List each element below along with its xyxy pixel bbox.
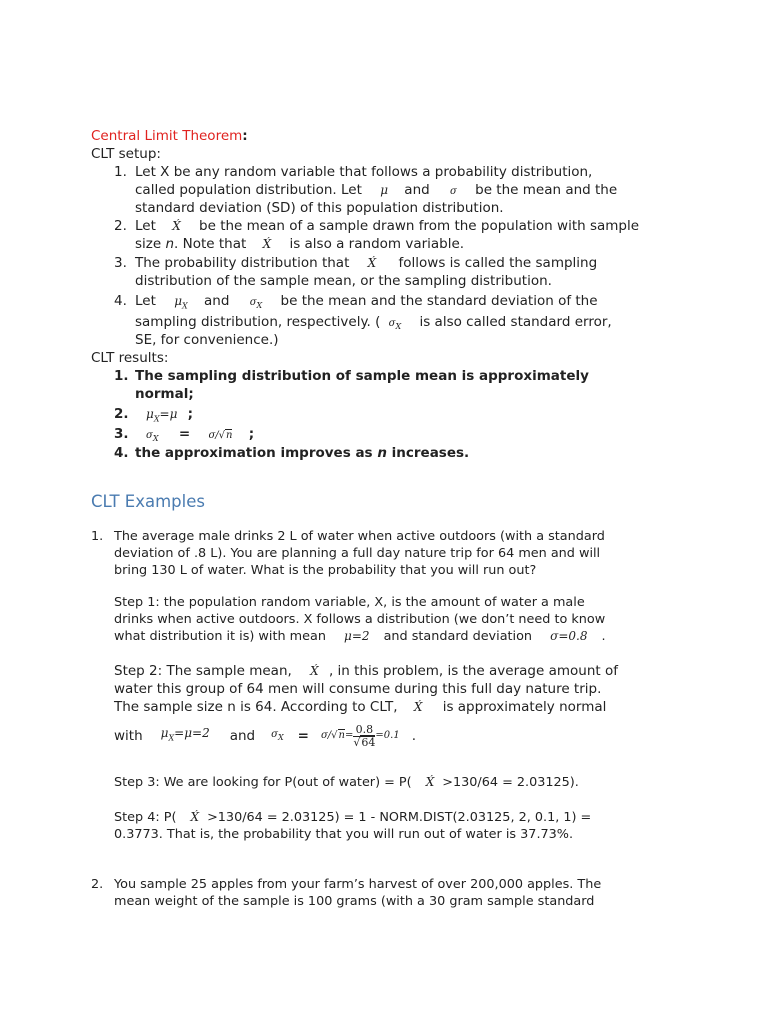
xbar-symbol: X́ bbox=[172, 219, 181, 233]
setup-item-3-line-1: The probability distribution that X́ follows is called the sampling bbox=[135, 255, 598, 271]
title-text: Central Limit Theorem bbox=[91, 128, 243, 144]
example-1-number: 1. bbox=[91, 529, 104, 544]
setup-item-2-line-1: Let X́ be the mean of a sample drawn from the population with sample bbox=[135, 218, 640, 234]
setup-item-3-line-2: distribution of the sample mean, or the sampling distribution. bbox=[135, 273, 552, 289]
xbar-symbol: X́ bbox=[262, 237, 272, 251]
xbar-symbol: X́ bbox=[367, 256, 377, 270]
result-1-line-1: The sampling distribution of sample mean is approximately bbox=[135, 368, 589, 384]
setup-item-4-line-3: SE, for convenience.) bbox=[135, 332, 279, 348]
example-1-line-2: deviation of .8 L). You are planning a full day nature trip for 64 men and will bbox=[114, 546, 601, 561]
setup-item-2-number: 2. bbox=[114, 218, 127, 234]
setup-item-1-number: 1. bbox=[114, 164, 127, 180]
result-3-number: 3. bbox=[114, 426, 129, 442]
examples-heading: CLT Examples bbox=[91, 492, 205, 511]
result-2-formula: $\mu_X=\mu$ ; bbox=[146, 406, 194, 424]
result-4-number: 4. bbox=[114, 445, 129, 461]
step-4-line-1: Step 4: P( X́ >130/64 = 2.03125) = 1 - NORM.DIST(2.03125, 2, 0.1, 1) = bbox=[114, 810, 592, 825]
step-2-line-1: Step 2: The sample mean, X́ , in this problem, is the average amount of bbox=[114, 663, 618, 679]
setup-item-1-line-1: Let X be any random variable that follows a probability distribution, bbox=[135, 164, 593, 180]
step-1-line-3: what distribution it is) with mean μ=2 and standard deviation σ=0.8 . bbox=[114, 629, 606, 644]
mu-x-symbol: $\mu_X$ bbox=[174, 294, 188, 311]
setup-label: CLT setup: bbox=[91, 146, 161, 162]
fraction-08-over-sqrt64: $\frac{0.8}{√64}$ bbox=[353, 722, 376, 749]
setup-item-4-number: 4. bbox=[114, 293, 127, 309]
setup-item-3-number: 3. bbox=[114, 255, 127, 271]
sigma-x-symbol: $\sigma_X$ bbox=[388, 318, 402, 331]
sigma-x-symbol: $\sigma_X$ bbox=[249, 297, 263, 310]
example-2-number: 2. bbox=[91, 877, 104, 892]
setup-item-1-line-2: called population distribution. Let μ and σ be the mean and the bbox=[135, 182, 618, 198]
results-label: CLT results: bbox=[91, 350, 169, 366]
result-3-formula: $\sigma_X = \sigma/√n$ ; bbox=[146, 426, 255, 443]
result-2-number: 2. bbox=[114, 406, 129, 422]
step-2-line-2: water this group of 64 men will consume during this full day nature trip. bbox=[114, 681, 602, 697]
step-2-line-4: with $\mu_X=\mu=2$ and $\sigma_X$ = σ/√n= $\frac{0.8}{√64}$ =0.1 . bbox=[114, 722, 416, 749]
title-colon: : bbox=[242, 128, 248, 144]
setup-item-2-line-2: size n. Note that X́ is also a random variable. bbox=[135, 236, 465, 252]
result-1-number: 1. bbox=[114, 368, 129, 384]
setup-item-4-line-2: sampling distribution, respectively. ( $\sigma_X$ is also called standard error, bbox=[135, 314, 612, 331]
result-4-text: the approximation improves as n increases. bbox=[135, 445, 470, 461]
step-1-line-1: Step 1: the population random variable, X, is the amount of water a male bbox=[114, 595, 585, 610]
example-2-line-1: You sample 25 apples from your farm’s harvest of over 200,000 apples. The bbox=[114, 877, 602, 892]
result-1-line-2: normal; bbox=[135, 386, 194, 402]
step-3-line: Step 3: We are looking for P(out of water) = P( X́ >130/64 = 2.03125). bbox=[114, 775, 579, 790]
example-1-line-3: bring 130 L of water. What is the probability that you will run out? bbox=[114, 563, 537, 578]
example-2-line-2: mean weight of the sample is 100 grams (with a 30 gram sample standard bbox=[114, 894, 595, 909]
step-1-line-2: drinks when active outdoors. X follows a distribution (we don’t need to know bbox=[114, 612, 606, 627]
step-4-line-2: 0.3773. That is, the probability that you will run out of water is 37.73%. bbox=[114, 827, 574, 842]
sigma-symbol: σ bbox=[450, 186, 457, 197]
section-title bbox=[91, 127, 248, 145]
setup-item-4-line-1: Let $\mu_X$ and $\sigma_X$ be the mean and the standard deviation of the bbox=[135, 293, 598, 311]
mu-symbol: μ bbox=[380, 183, 388, 197]
setup-item-1-line-3: standard deviation (SD) of this population distribution. bbox=[135, 200, 504, 216]
step-2-line-3: The sample size n is 64. According to CLT, X́ is approximately normal bbox=[114, 699, 607, 715]
example-1-line-1: The average male drinks 2 L of water when active outdoors (with a standard bbox=[114, 529, 605, 544]
